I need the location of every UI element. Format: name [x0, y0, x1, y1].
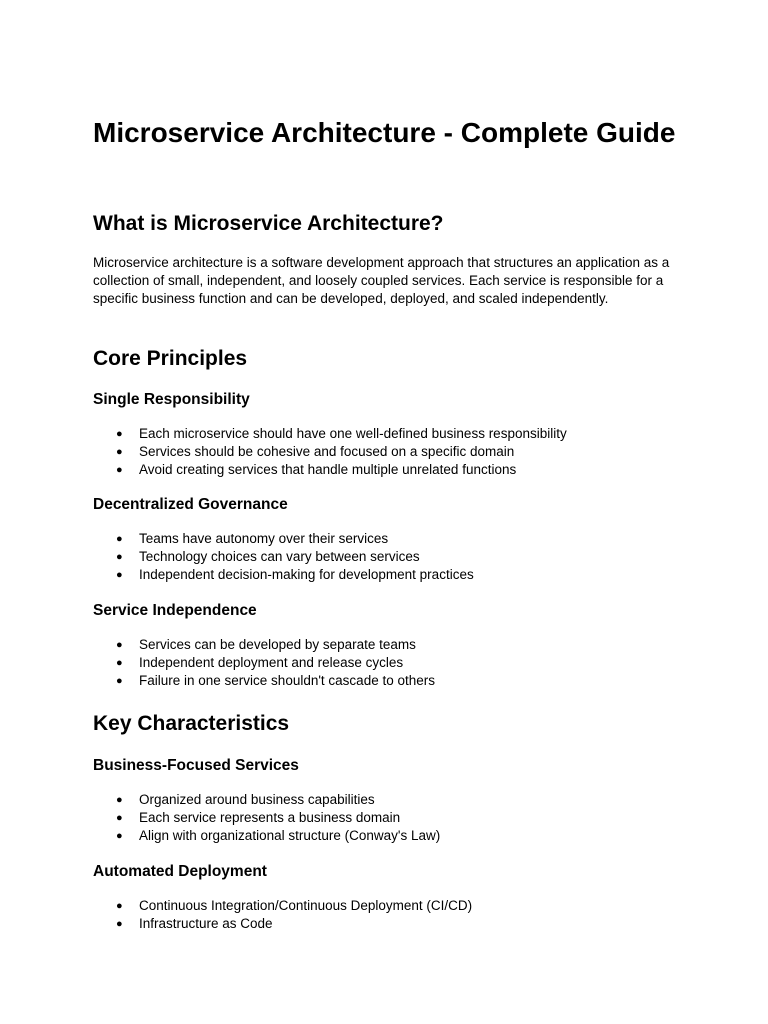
heading-core-principles: Core Principles	[93, 347, 248, 370]
list-item-text: Organized around business capabilities	[139, 792, 375, 807]
list-item-text: Teams have autonomy over their services	[139, 531, 389, 546]
bullet-icon: ●	[116, 551, 123, 563]
list-item-text: Each service represents a business domain	[139, 810, 401, 825]
bullet-icon: ●	[116, 446, 123, 458]
document-title: Microservice Architecture - Complete Guide	[93, 117, 676, 148]
bullet-icon: ●	[116, 428, 123, 440]
bullet-icon: ●	[116, 569, 123, 581]
bullet-icon: ●	[116, 464, 123, 476]
bullet-icon: ●	[116, 900, 123, 912]
bullet-icon: ●	[116, 675, 123, 687]
bullet-icon: ●	[116, 639, 123, 651]
list-item-text: Align with organizational structure (Conway's Law)	[139, 828, 441, 843]
heading-what-is: What is Microservice Architecture?	[93, 212, 444, 235]
bullet-icon: ●	[116, 830, 123, 842]
heading-key-characteristics: Key Characteristics	[93, 712, 290, 735]
list-item-text: Services can be developed by separate teams	[139, 637, 416, 652]
heading-single-responsibility: Single Responsibility	[93, 391, 250, 408]
heading-automated-deployment: Automated Deployment	[93, 863, 267, 880]
list-item-text: Infrastructure as Code	[139, 916, 273, 931]
bullet-icon: ●	[116, 812, 123, 824]
heading-business-focused-services: Business-Focused Services	[93, 757, 299, 774]
intro-paragraph: Microservice architecture is a software development approach that structures an application as a collection of small, independent, and loosely coupled services. Each service is responsible for a specific business function and can be developed, deployed, and scaled independently.	[93, 255, 670, 306]
list-item-text: Failure in one service shouldn't cascade to others	[139, 673, 435, 688]
list-item-text: Services should be cohesive and focused on a specific domain	[139, 444, 515, 459]
heading-service-independence: Service Independence	[93, 602, 257, 619]
list-item-text: Independent decision-making for development practices	[139, 567, 474, 582]
bullet-icon: ●	[116, 918, 123, 930]
bullet-icon: ●	[116, 533, 123, 545]
list-item-text: Avoid creating services that handle multiple unrelated functions	[139, 462, 517, 477]
list-item-text: Continuous Integration/Continuous Deployment (CI/CD)	[139, 898, 473, 913]
bullet-icon: ●	[116, 657, 123, 669]
list-item-text: Technology choices can vary between services	[139, 549, 420, 564]
heading-decentralized-governance: Decentralized Governance	[93, 496, 288, 513]
bullet-icon: ●	[116, 794, 123, 806]
list-item-text: Each microservice should have one well-defined business responsibility	[139, 426, 567, 441]
list-item-text: Independent deployment and release cycles	[139, 655, 404, 670]
